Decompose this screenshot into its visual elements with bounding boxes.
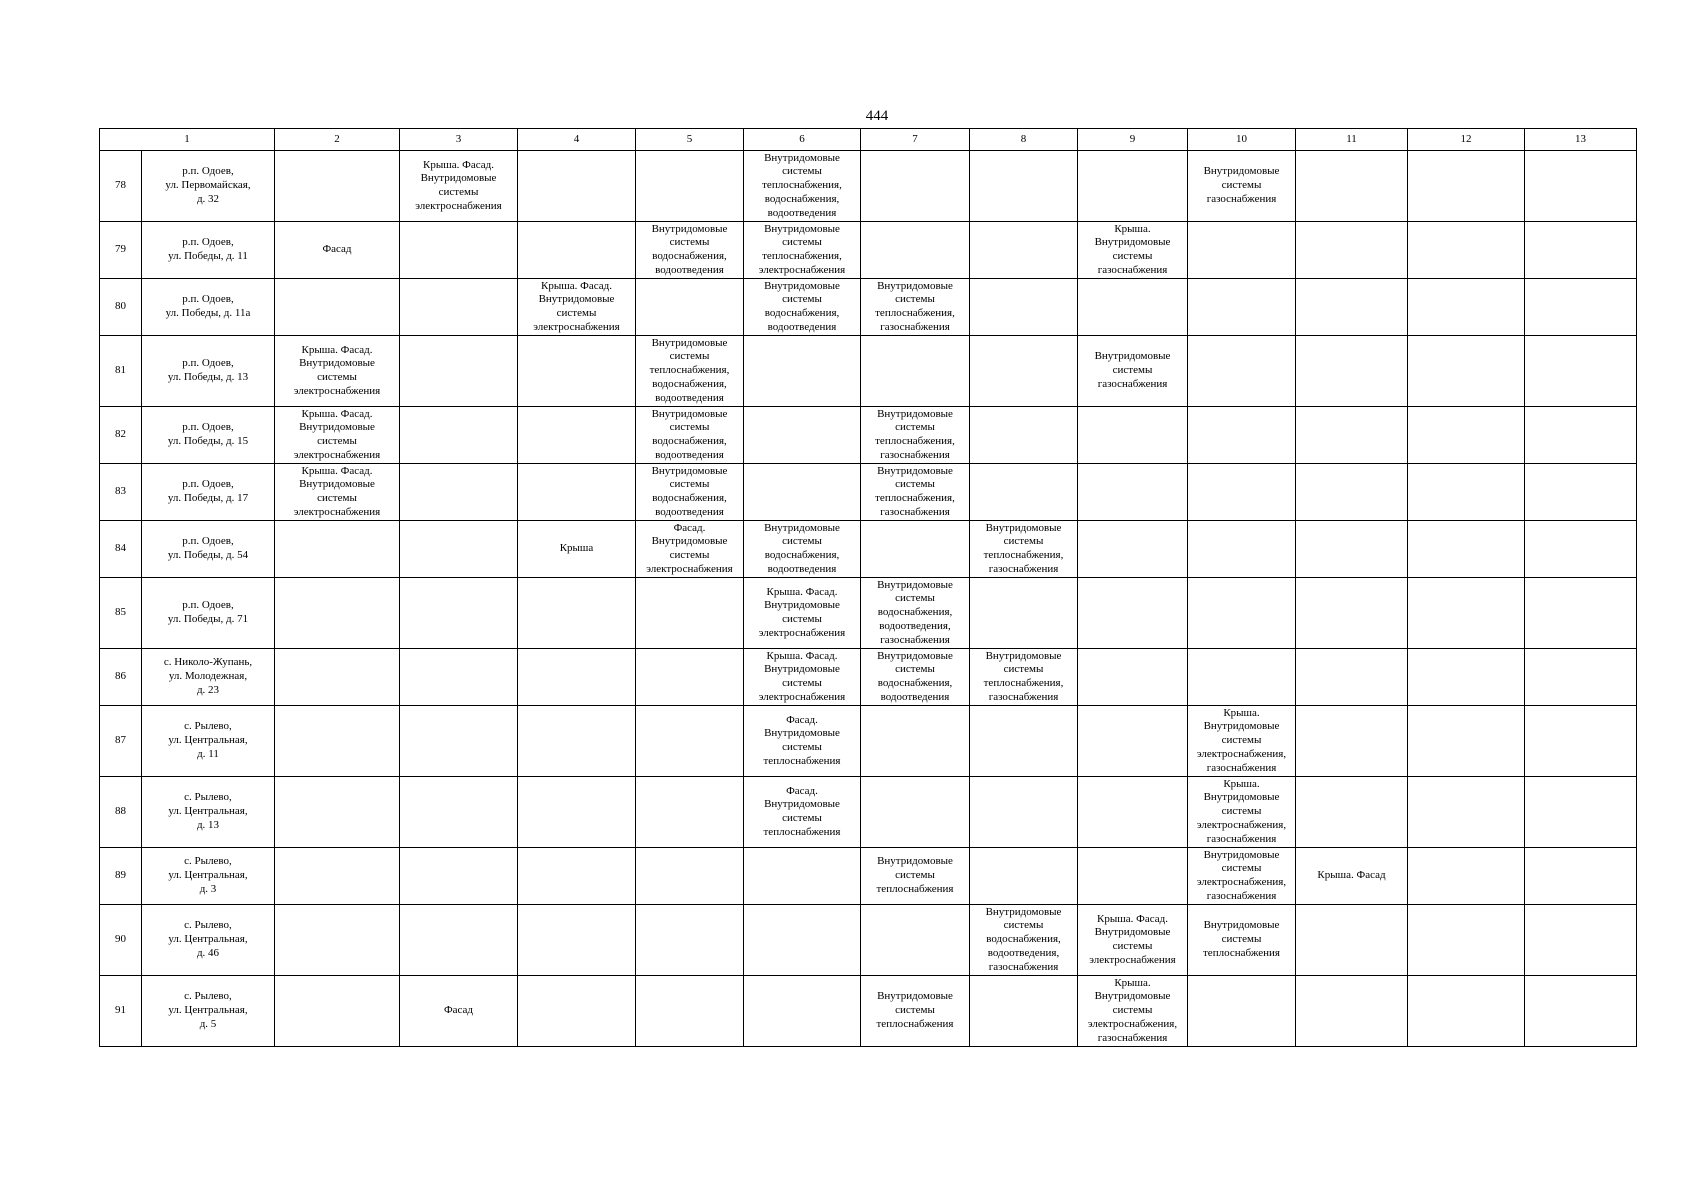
work-cell-col-6: Фасад. Внутридомовые системы теплоснабжения xyxy=(744,777,861,848)
work-cell-col-7 xyxy=(861,777,970,848)
work-cell-col-5: Внутридомовые системы водоснабжения, водоотведения xyxy=(636,222,744,279)
work-cell-col-8: Внутридомовые системы теплоснабжения, газоснабжения xyxy=(970,521,1078,578)
work-cell-col-2 xyxy=(275,279,400,336)
work-cell-col-5: Внутридомовые системы теплоснабжения, водоснабжения, водоотведения xyxy=(636,336,744,407)
work-cell-col-5 xyxy=(636,905,744,976)
work-cell-col-6: Внутридомовые системы водоснабжения, водоотведения xyxy=(744,521,861,578)
column-header-2: 2 xyxy=(275,129,400,151)
work-cell-col-4 xyxy=(518,848,636,905)
work-cell-col-4 xyxy=(518,407,636,464)
work-cell-col-11 xyxy=(1296,151,1408,222)
table-row xyxy=(100,976,1637,1047)
work-cell-col-9 xyxy=(1078,649,1188,706)
work-cell-col-4 xyxy=(518,976,636,1047)
work-cell-col-9 xyxy=(1078,464,1188,521)
work-cell-col-10 xyxy=(1188,407,1296,464)
work-cell-col-7: Внутридомовые системы теплоснабжения, газоснабжения xyxy=(861,407,970,464)
work-cell-col-7: Внутридомовые системы теплоснабжения xyxy=(861,848,970,905)
row-number: 87 xyxy=(100,706,142,777)
column-header-8: 8 xyxy=(970,129,1078,151)
work-cell-col-8 xyxy=(970,151,1078,222)
work-cell-col-2: Фасад xyxy=(275,222,400,279)
table-header xyxy=(100,129,1637,151)
work-cell-col-6 xyxy=(744,848,861,905)
address-cell: р.п. Одоев, ул. Победы, д. 17 xyxy=(142,464,275,521)
work-cell-col-5: Внутридомовые системы водоснабжения, водоотведения xyxy=(636,407,744,464)
work-cell-col-9 xyxy=(1078,706,1188,777)
work-cell-col-9 xyxy=(1078,848,1188,905)
table-row xyxy=(100,777,1637,848)
work-cell-col-9: Крыша. Внутридомовые системы электроснабжения, газоснабжения xyxy=(1078,976,1188,1047)
row-number: 89 xyxy=(100,848,142,905)
work-cell-col-9 xyxy=(1078,777,1188,848)
work-cell-col-6 xyxy=(744,336,861,407)
row-number: 84 xyxy=(100,521,142,578)
address-cell: с. Рылево, ул. Центральная, д. 46 xyxy=(142,905,275,976)
work-cell-col-12 xyxy=(1408,222,1525,279)
work-cell-col-5: Внутридомовые системы водоснабжения, водоотведения xyxy=(636,464,744,521)
work-cell-col-7 xyxy=(861,222,970,279)
work-cell-col-11 xyxy=(1296,279,1408,336)
work-cell-col-9 xyxy=(1078,578,1188,649)
work-cell-col-6: Внутридомовые системы теплоснабжения, водоснабжения, водоотведения xyxy=(744,151,861,222)
table-row xyxy=(100,464,1637,521)
work-cell-col-10 xyxy=(1188,521,1296,578)
work-cell-col-8: Внутридомовые системы теплоснабжения, газоснабжения xyxy=(970,649,1078,706)
work-cell-col-11 xyxy=(1296,464,1408,521)
work-cell-col-2 xyxy=(275,905,400,976)
work-cell-col-8 xyxy=(970,848,1078,905)
work-cell-col-3 xyxy=(400,222,518,279)
work-cell-col-5: Фасад. Внутридомовые системы электроснабжения xyxy=(636,521,744,578)
row-number: 80 xyxy=(100,279,142,336)
work-cell-col-13 xyxy=(1525,464,1637,521)
work-cell-col-4 xyxy=(518,706,636,777)
row-number: 83 xyxy=(100,464,142,521)
work-cell-col-4 xyxy=(518,649,636,706)
work-cell-col-3 xyxy=(400,521,518,578)
work-cell-col-5 xyxy=(636,649,744,706)
table-row xyxy=(100,151,1637,222)
work-cell-col-7: Внутридомовые системы водоснабжения, водоотведения, газоснабжения xyxy=(861,578,970,649)
work-cell-col-8 xyxy=(970,222,1078,279)
work-cell-col-9: Крыша. Фасад. Внутридомовые системы электроснабжения xyxy=(1078,905,1188,976)
work-cell-col-13 xyxy=(1525,222,1637,279)
header-row xyxy=(100,129,1637,151)
work-cell-col-10 xyxy=(1188,649,1296,706)
work-cell-col-11 xyxy=(1296,336,1408,407)
row-number: 86 xyxy=(100,649,142,706)
column-header-7: 7 xyxy=(861,129,970,151)
address-cell: с. Рылево, ул. Центральная, д. 3 xyxy=(142,848,275,905)
work-cell-col-3 xyxy=(400,336,518,407)
work-cell-col-12 xyxy=(1408,905,1525,976)
work-cell-col-6: Фасад. Внутридомовые системы теплоснабжения xyxy=(744,706,861,777)
work-cell-col-4 xyxy=(518,151,636,222)
work-cell-col-8 xyxy=(970,777,1078,848)
work-cell-col-11 xyxy=(1296,649,1408,706)
work-cell-col-5 xyxy=(636,578,744,649)
work-cell-col-6: Крыша. Фасад. Внутридомовые системы электроснабжения xyxy=(744,578,861,649)
work-cell-col-12 xyxy=(1408,848,1525,905)
work-cell-col-3 xyxy=(400,706,518,777)
work-cell-col-3 xyxy=(400,407,518,464)
work-cell-col-10 xyxy=(1188,222,1296,279)
work-cell-col-7 xyxy=(861,336,970,407)
work-cell-col-13 xyxy=(1525,706,1637,777)
column-header-5: 5 xyxy=(636,129,744,151)
row-number: 78 xyxy=(100,151,142,222)
work-cell-col-10: Крыша. Внутридомовые системы электроснабжения, газоснабжения xyxy=(1188,777,1296,848)
work-cell-col-13 xyxy=(1525,336,1637,407)
work-cell-col-8 xyxy=(970,464,1078,521)
column-header-9: 9 xyxy=(1078,129,1188,151)
work-cell-col-8 xyxy=(970,578,1078,649)
address-cell: с. Николо-Жупань, ул. Молодежная, д. 23 xyxy=(142,649,275,706)
work-cell-col-12 xyxy=(1408,151,1525,222)
row-number: 82 xyxy=(100,407,142,464)
work-cell-col-13 xyxy=(1525,521,1637,578)
work-cell-col-5 xyxy=(636,151,744,222)
work-cell-col-4: Крыша xyxy=(518,521,636,578)
work-cell-col-9 xyxy=(1078,279,1188,336)
work-cell-col-2 xyxy=(275,649,400,706)
work-cell-col-10 xyxy=(1188,578,1296,649)
work-cell-col-7 xyxy=(861,706,970,777)
work-cell-col-13 xyxy=(1525,905,1637,976)
work-cell-col-4 xyxy=(518,905,636,976)
work-cell-col-5 xyxy=(636,279,744,336)
work-cell-col-3: Крыша. Фасад. Внутридомовые системы электроснабжения xyxy=(400,151,518,222)
table-row xyxy=(100,222,1637,279)
work-cell-col-2: Крыша. Фасад. Внутридомовые системы электроснабжения xyxy=(275,464,400,521)
table-row xyxy=(100,407,1637,464)
work-cell-col-10: Внутридомовые системы газоснабжения xyxy=(1188,151,1296,222)
work-cell-col-3 xyxy=(400,464,518,521)
work-cell-col-12 xyxy=(1408,279,1525,336)
table-row xyxy=(100,905,1637,976)
work-cell-col-13 xyxy=(1525,407,1637,464)
work-cell-col-11 xyxy=(1296,905,1408,976)
work-cell-col-2: Крыша. Фасад. Внутридомовые системы электроснабжения xyxy=(275,407,400,464)
work-cell-col-3 xyxy=(400,279,518,336)
row-number: 81 xyxy=(100,336,142,407)
work-cell-col-3 xyxy=(400,777,518,848)
work-cell-col-4: Крыша. Фасад. Внутридомовые системы электроснабжения xyxy=(518,279,636,336)
work-cell-col-8 xyxy=(970,279,1078,336)
address-cell: р.п. Одоев, ул. Победы, д. 11 xyxy=(142,222,275,279)
page-number: 444 xyxy=(865,108,889,124)
work-cell-col-7: Внутридомовые системы теплоснабжения, газоснабжения xyxy=(861,464,970,521)
work-cell-col-6 xyxy=(744,464,861,521)
work-cell-col-5 xyxy=(636,848,744,905)
work-cell-col-13 xyxy=(1525,777,1637,848)
work-cell-col-5 xyxy=(636,777,744,848)
column-header-11: 11 xyxy=(1296,129,1408,151)
work-cell-col-8 xyxy=(970,976,1078,1047)
address-cell: р.п. Одоев, ул. Победы, д. 15 xyxy=(142,407,275,464)
work-cell-col-11 xyxy=(1296,976,1408,1047)
work-cell-col-13 xyxy=(1525,649,1637,706)
work-cell-col-3 xyxy=(400,649,518,706)
address-cell: с. Рылево, ул. Центральная, д. 11 xyxy=(142,706,275,777)
work-cell-col-9 xyxy=(1078,407,1188,464)
work-cell-col-11 xyxy=(1296,222,1408,279)
column-header-4: 4 xyxy=(518,129,636,151)
address-cell: с. Рылево, ул. Центральная, д. 5 xyxy=(142,976,275,1047)
work-cell-col-13 xyxy=(1525,578,1637,649)
work-cell-col-12 xyxy=(1408,521,1525,578)
work-cell-col-11: Крыша. Фасад xyxy=(1296,848,1408,905)
work-cell-col-8: Внутридомовые системы водоснабжения, водоотведения, газоснабжения xyxy=(970,905,1078,976)
work-cell-col-6: Внутридомовые системы теплоснабжения, электроснабжения xyxy=(744,222,861,279)
work-cell-col-6 xyxy=(744,905,861,976)
work-cell-col-13 xyxy=(1525,151,1637,222)
address-cell: с. Рылево, ул. Центральная, д. 13 xyxy=(142,777,275,848)
row-number: 90 xyxy=(100,905,142,976)
work-cell-col-7 xyxy=(861,905,970,976)
table-row xyxy=(100,578,1637,649)
row-number: 91 xyxy=(100,976,142,1047)
work-cell-col-10 xyxy=(1188,976,1296,1047)
work-cell-col-11 xyxy=(1296,407,1408,464)
work-cell-col-8 xyxy=(970,407,1078,464)
work-cell-col-2 xyxy=(275,521,400,578)
work-cell-col-6 xyxy=(744,976,861,1047)
work-cell-col-2 xyxy=(275,706,400,777)
work-cell-col-6: Внутридомовые системы водоснабжения, водоотведения xyxy=(744,279,861,336)
work-cell-col-9 xyxy=(1078,521,1188,578)
work-cell-col-7 xyxy=(861,521,970,578)
row-number: 88 xyxy=(100,777,142,848)
address-cell: р.п. Одоев, ул. Победы, д. 11а xyxy=(142,279,275,336)
table-row xyxy=(100,848,1637,905)
work-cell-col-3: Фасад xyxy=(400,976,518,1047)
column-header-3: 3 xyxy=(400,129,518,151)
work-cell-col-3 xyxy=(400,578,518,649)
work-cell-col-12 xyxy=(1408,464,1525,521)
column-header-13: 13 xyxy=(1525,129,1637,151)
work-cell-col-10: Крыша. Внутридомовые системы электроснабжения, газоснабжения xyxy=(1188,706,1296,777)
work-cell-col-6: Крыша. Фасад. Внутридомовые системы электроснабжения xyxy=(744,649,861,706)
address-cell: р.п. Одоев, ул. Победы, д. 54 xyxy=(142,521,275,578)
work-cell-col-9: Внутридомовые системы газоснабжения xyxy=(1078,336,1188,407)
work-cell-col-2 xyxy=(275,777,400,848)
work-cell-col-2: Крыша. Фасад. Внутридомовые системы электроснабжения xyxy=(275,336,400,407)
work-cell-col-10: Внутридомовые системы теплоснабжения xyxy=(1188,905,1296,976)
row-number: 79 xyxy=(100,222,142,279)
work-cell-col-12 xyxy=(1408,706,1525,777)
work-cell-col-9: Крыша. Внутридомовые системы газоснабжения xyxy=(1078,222,1188,279)
column-header-10: 10 xyxy=(1188,129,1296,151)
work-cell-col-2 xyxy=(275,976,400,1047)
work-cell-col-12 xyxy=(1408,777,1525,848)
work-cell-col-12 xyxy=(1408,649,1525,706)
work-cell-col-6 xyxy=(744,407,861,464)
work-cell-col-7: Внутридомовые системы теплоснабжения, газоснабжения xyxy=(861,279,970,336)
work-cell-col-11 xyxy=(1296,521,1408,578)
table-body xyxy=(100,151,1637,1047)
work-cell-col-2 xyxy=(275,151,400,222)
work-cell-col-7: Внутридомовые системы водоснабжения, водоотведения xyxy=(861,649,970,706)
address-cell: р.п. Одоев, ул. Победы, д. 71 xyxy=(142,578,275,649)
work-cell-col-12 xyxy=(1408,336,1525,407)
table-row xyxy=(100,649,1637,706)
work-cell-col-11 xyxy=(1296,578,1408,649)
column-header-12: 12 xyxy=(1408,129,1525,151)
table-row xyxy=(100,336,1637,407)
work-cell-col-2 xyxy=(275,578,400,649)
work-cell-col-13 xyxy=(1525,279,1637,336)
work-cell-col-10 xyxy=(1188,336,1296,407)
work-cell-col-3 xyxy=(400,905,518,976)
work-cell-col-11 xyxy=(1296,706,1408,777)
repair-schedule-table xyxy=(99,128,1637,1047)
work-cell-col-13 xyxy=(1525,848,1637,905)
work-cell-col-7 xyxy=(861,151,970,222)
work-cell-col-10 xyxy=(1188,464,1296,521)
work-cell-col-12 xyxy=(1408,407,1525,464)
work-cell-col-2 xyxy=(275,848,400,905)
work-cell-col-8 xyxy=(970,336,1078,407)
work-cell-col-7: Внутридомовые системы теплоснабжения xyxy=(861,976,970,1047)
work-cell-col-3 xyxy=(400,848,518,905)
address-cell: р.п. Одоев, ул. Первомайская, д. 32 xyxy=(142,151,275,222)
work-cell-col-12 xyxy=(1408,976,1525,1047)
work-cell-col-12 xyxy=(1408,578,1525,649)
table-row xyxy=(100,521,1637,578)
work-cell-col-4 xyxy=(518,222,636,279)
address-cell: р.п. Одоев, ул. Победы, д. 13 xyxy=(142,336,275,407)
work-cell-col-5 xyxy=(636,706,744,777)
work-cell-col-4 xyxy=(518,578,636,649)
work-cell-col-8 xyxy=(970,706,1078,777)
work-cell-col-13 xyxy=(1525,976,1637,1047)
column-header-6: 6 xyxy=(744,129,861,151)
column-header-1: 1 xyxy=(100,129,275,151)
work-cell-col-4 xyxy=(518,464,636,521)
work-cell-col-4 xyxy=(518,777,636,848)
table-row xyxy=(100,706,1637,777)
work-cell-col-9 xyxy=(1078,151,1188,222)
table-row xyxy=(100,279,1637,336)
row-number: 85 xyxy=(100,578,142,649)
work-cell-col-4 xyxy=(518,336,636,407)
work-cell-col-10 xyxy=(1188,279,1296,336)
work-cell-col-5 xyxy=(636,976,744,1047)
work-cell-col-10: Внутридомовые системы электроснабжения, газоснабжения xyxy=(1188,848,1296,905)
work-cell-col-11 xyxy=(1296,777,1408,848)
